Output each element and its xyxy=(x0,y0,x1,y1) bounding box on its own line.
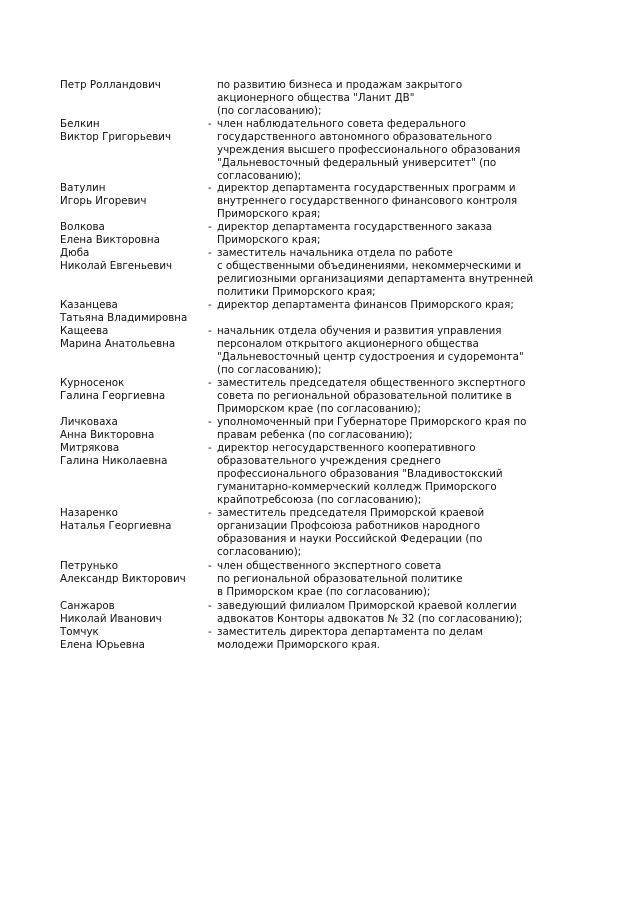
member-description: директор департамента государственных программ и внутреннего государственного финансового контроля Приморского края; xyxy=(217,182,518,220)
member-description: заместитель председателя Приморской краевой организации Профсоюза работников народного образования и науки Российской Федерации (по согласованию); xyxy=(217,507,485,558)
member-description: член общественного экспертного совета по региональной образовательной политике в Приморском крае (по согласованию); xyxy=(217,560,463,598)
separator-dash: - xyxy=(208,626,212,638)
separator-dash: - xyxy=(208,442,212,454)
member-name: Волкова Елена Викторовна xyxy=(60,221,160,246)
member-description: уполномоченный при Губернаторе Приморского края по правам ребенка (по согласованию); xyxy=(217,416,527,441)
member-name: Дюба Николай Евгеньевич xyxy=(60,247,173,272)
separator-dash: - xyxy=(208,600,212,612)
member-name: Митрякова Галина Николаевна xyxy=(60,442,168,467)
separator-dash: - xyxy=(208,182,212,194)
member-description: начальник отдела обучения и развития управления персоналом открытого акционерного общества "Дальневосточный центр судостроения и судоремонта" (по согласованию); xyxy=(217,325,524,376)
separator-dash: - xyxy=(208,118,212,130)
separator-dash: - xyxy=(208,299,212,311)
separator-dash: - xyxy=(208,247,212,259)
separator-dash: - xyxy=(208,377,212,389)
member-name: Томчук Елена Юрьевна xyxy=(60,626,145,651)
member-name: Санжаров Николай Иванович xyxy=(60,600,162,625)
member-name: Кащеева Марина Анатольевна xyxy=(60,325,176,350)
member-description: директор негосударственного кооперативного образовательного учреждения среднего профессионального образования "Владивостокский гуманитарно-коммерческий колледж Приморского крайпотребсоюза (по согласованию); xyxy=(217,442,503,506)
separator-dash: - xyxy=(208,507,212,519)
member-name: Белкин Виктор Григорьевич xyxy=(60,118,172,143)
member-description: заместитель директора департамента по делам молодежи Приморского края. xyxy=(217,626,483,651)
member-name: Курносенок Галина Георгиевна xyxy=(60,377,166,402)
separator-dash: - xyxy=(208,325,212,337)
separator-dash: - xyxy=(208,560,212,572)
member-name: Ватулин Игорь Игоревич xyxy=(60,182,147,207)
member-name: Назаренко Наталья Георгиевна xyxy=(60,507,172,532)
member-name: Казанцева Татьяна Владимировна xyxy=(60,299,188,324)
member-description: директор департамента государственного заказа Приморского края; xyxy=(217,221,493,246)
separator-dash: - xyxy=(208,221,212,233)
member-name: Петр Ролландович xyxy=(60,79,161,91)
member-description: директор департамента финансов Приморского края; xyxy=(217,299,514,311)
member-description: заместитель председателя общественного экспертного совета по региональной образовательной политике в Приморском крае (по согласованию); xyxy=(217,377,526,415)
separator-dash: - xyxy=(208,416,212,428)
member-description: заведующий филиалом Приморской краевой коллегии адвокатов Конторы адвокатов № 32 (по согласованию); xyxy=(217,600,523,625)
member-description: по развитию бизнеса и продажам закрытого акционерного общества "Ланит ДВ" (по согласованию); xyxy=(217,79,463,117)
member-description: заместитель начальника отдела по работе с общественными объединениями, некоммерческими и религиозными организациями департамента внутренней политики Приморского края; xyxy=(217,247,534,298)
member-name: Петрунько Александр Викторович xyxy=(60,560,186,585)
member-description: член наблюдательного совета федерального государственного автономного образовательного учреждения высшего профессионального образования "Дальневосточный федеральный университет" (по согласованию); xyxy=(217,118,521,182)
member-name: Личковаха Анна Викторовна xyxy=(60,416,155,441)
